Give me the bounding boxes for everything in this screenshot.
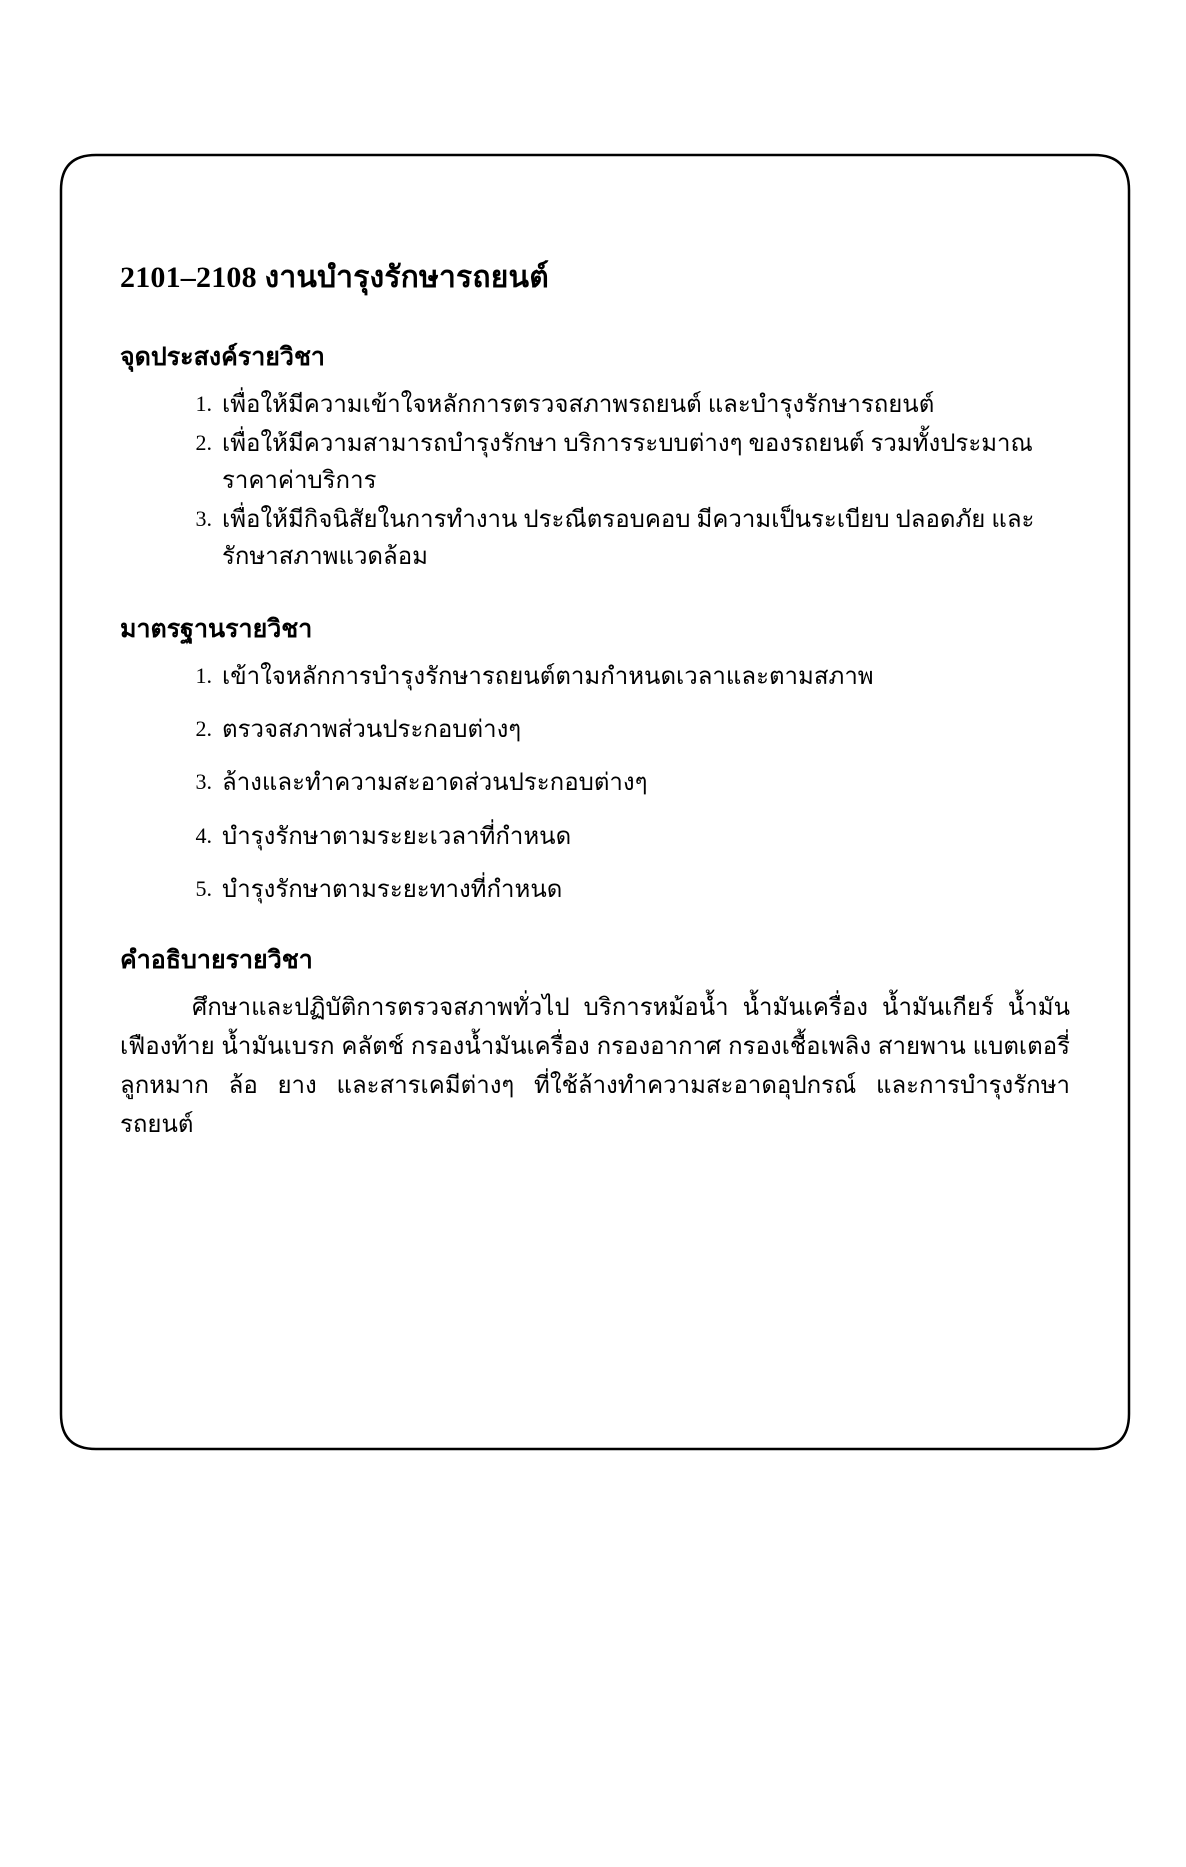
document-body bbox=[120, 260, 1070, 1175]
list-item: เพื่อให้มีกิจนิสัยในการทำงาน ประณีตรอบคอบ มีความเป็นระเบียบ ปลอดภัย และรักษาสภาพแวดล้อม bbox=[222, 507, 1035, 571]
standards-list bbox=[120, 659, 1070, 909]
list-item: บำรุงรักษาตามระยะเวลาที่กำหนด bbox=[222, 823, 572, 850]
description-heading: คำอธิบายรายวิชา bbox=[120, 946, 313, 974]
section-objectives bbox=[120, 342, 1070, 576]
list-item: เพื่อให้มีความสามารถบำรุงรักษา บริการระบบต่างๆ ของรถยนต์ รวมทั้งประมาณราคาค่าบริการ bbox=[222, 430, 1033, 494]
description-paragraph: ศึกษาและปฏิบัติการตรวจสภาพทั่วไป บริการหม้อน้ำ น้ำมันเครื่อง น้ำมันเกียร์ น้ำมันเฟืองท้าย น้ำมันเบรก คลัตช์ กรองน้ำมันเครื่อง กรองอากาศ กรองเชื้อเพลิง สายพาน แบตเตอรี่ ลูกหมาก ล้อ ยาง และสารเคมีต่างๆ ที่ใช้ล้างทำความสะอาดอุปกรณ์ และการบำรุงรักษารถยนต์ bbox=[120, 995, 1070, 1138]
list-item: บำรุงรักษาตามระยะทางที่กำหนด bbox=[222, 876, 563, 903]
section-description bbox=[120, 945, 1070, 1145]
objectives-list bbox=[120, 387, 1070, 577]
standards-heading: มาตรฐานรายวิชา bbox=[120, 616, 313, 644]
objectives-heading: จุดประสงค์รายวิชา bbox=[120, 344, 325, 371]
list-item: เข้าใจหลักการบำรุงรักษารถยนต์ตามกำหนดเวลาและตามสภาพ bbox=[222, 663, 874, 690]
page-border-frame bbox=[58, 152, 1132, 1452]
page-title: 2101–2108 งานบำรุงรักษารถยนต์ bbox=[120, 261, 549, 294]
list-item: เพื่อให้มีความเข้าใจหลักการตรวจสภาพรถยนต์ และบำรุงรักษารถยนต์ bbox=[222, 391, 935, 418]
list-item: ล้างและทำความสะอาดส่วนประกอบต่างๆ bbox=[222, 770, 648, 797]
section-standards bbox=[120, 614, 1070, 908]
list-item: ตรวจสภาพส่วนประกอบต่างๆ bbox=[222, 717, 522, 744]
